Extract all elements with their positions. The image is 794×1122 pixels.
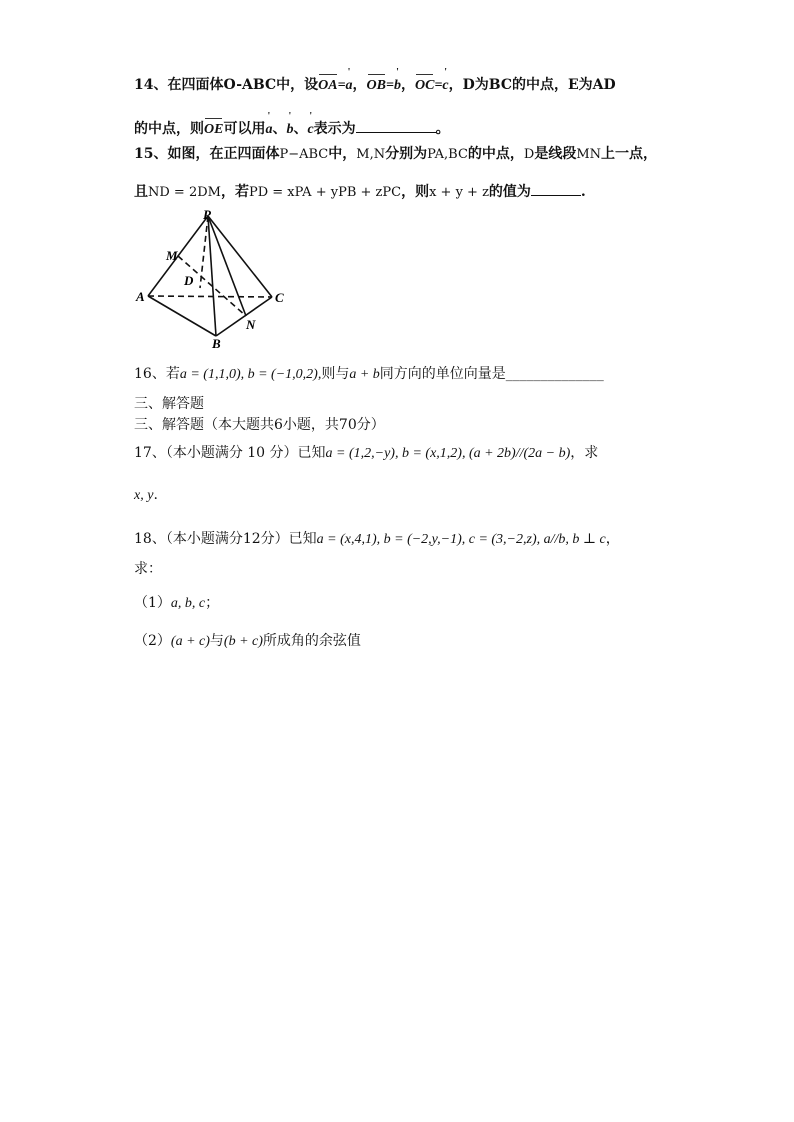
edge-pc xyxy=(208,216,272,297)
vector-oe: OE xyxy=(204,122,224,137)
equals: = xyxy=(434,78,443,93)
vector-equation: PD = xPA + yPB + zPC xyxy=(248,185,402,200)
q16-text: 16、若 xyxy=(134,366,180,382)
label-d: D xyxy=(184,273,194,288)
vector-a: ' a xyxy=(346,79,353,93)
q15-text: 是线段 xyxy=(534,146,577,162)
period: . xyxy=(153,487,158,503)
q16-line xyxy=(134,367,604,382)
semicolon: ； xyxy=(205,595,220,611)
segment-mn: MN xyxy=(576,147,602,162)
segment-pd-hidden xyxy=(200,216,208,288)
q18-part1-vectors: a, b, c xyxy=(170,596,206,611)
q16-text: 则与 xyxy=(321,366,350,382)
q18-sum-bc: (b + c) xyxy=(223,634,263,649)
part-number: （2） xyxy=(134,633,171,649)
q14-text: 的中点，则 xyxy=(134,121,204,137)
q15-text: ，则 xyxy=(401,184,430,200)
period: . xyxy=(580,184,586,200)
q18-condition: a = (x,4,1), b = (−2,y,−1), c = (3,−2,z), a//b, b ⊥ c xyxy=(316,532,606,547)
q18-text: ， xyxy=(605,531,620,547)
q18-sum-ac: (a + c) xyxy=(170,634,210,649)
q18-line1 xyxy=(134,532,620,547)
tetrahedron-label: P−ABC xyxy=(279,147,329,162)
q14-line2 xyxy=(134,120,450,137)
q18-text: 与 xyxy=(209,633,224,649)
q15-text: 中， xyxy=(328,146,357,162)
segments-pa-bc: PA,BC xyxy=(427,147,468,162)
equals: = xyxy=(337,78,346,93)
vector-c: ' c xyxy=(442,79,448,93)
q18-text: 18、（本小题满分12分）已知 xyxy=(134,531,317,547)
q17-line1 xyxy=(134,446,598,461)
q15-text: 上一点， xyxy=(601,146,658,162)
q15-line2 xyxy=(134,183,586,199)
q15-text: ，若 xyxy=(220,184,249,200)
q18-line2: 求： xyxy=(134,561,162,577)
q15-answer-blank[interactable] xyxy=(531,183,581,196)
separator: 、 xyxy=(293,121,308,137)
label-c: C xyxy=(275,290,284,305)
q16-sum: a + b xyxy=(349,367,380,382)
q15-text: 的中点， xyxy=(467,146,524,162)
comma: ， xyxy=(352,77,367,93)
section-heading-1: 三、解答题 xyxy=(134,396,204,412)
edge-bc xyxy=(216,297,272,336)
section-heading-2: 三、解答题（本大题共6小题，共70分） xyxy=(134,417,385,433)
label-p: P xyxy=(203,208,211,222)
part-number: （1） xyxy=(134,595,171,611)
comma: ， xyxy=(400,77,415,93)
vector-a: ' a xyxy=(265,123,272,137)
q17-text: 17、（本小题满分 10 分）已知 xyxy=(134,445,326,461)
q17-text: ，求 xyxy=(570,445,599,461)
q14-text: 可以用 xyxy=(223,121,266,137)
q14-answer-blank[interactable] xyxy=(356,120,436,133)
q17-line2 xyxy=(134,488,158,503)
q16-vectors: a = (1,1,0), b = (−1,0,2), xyxy=(179,367,322,382)
label-n: N xyxy=(246,317,256,332)
ratio-nd-dm: ND = 2DM xyxy=(148,185,221,200)
point-d: D xyxy=(523,147,535,162)
vector-c: ' c xyxy=(307,123,313,137)
label-b: B xyxy=(212,336,221,348)
q18-part1 xyxy=(134,596,219,611)
q15-text: 的值为 xyxy=(488,184,531,200)
edge-ab xyxy=(148,296,216,336)
q14-line1 xyxy=(134,78,616,93)
vector-b: ' b xyxy=(394,79,401,93)
equals: = xyxy=(386,78,394,93)
points-mn: M,N xyxy=(356,147,386,162)
tetrahedron-figure xyxy=(134,208,294,348)
q14-text: 表示为 xyxy=(313,121,356,137)
period: 。 xyxy=(435,121,450,137)
vector-oc: OC xyxy=(414,78,435,93)
q14-text: ，D为BC的中点，E为AD xyxy=(448,77,616,93)
q17-condition: a = (1,2,−y), b = (x,1,2), (a + 2b)//(2a − b) xyxy=(325,446,571,461)
vector-oa: OA xyxy=(318,78,338,93)
q14-text: 14、在四面体O-ABC中，设 xyxy=(134,77,319,93)
label-m: M xyxy=(166,248,178,263)
q16-answer-blank[interactable]: ______________ xyxy=(505,366,604,382)
q18-part2 xyxy=(134,634,361,649)
edge-ac-hidden xyxy=(148,296,272,297)
q17-vars: x, y xyxy=(134,488,154,503)
q16-text: 同方向的单位向量是 xyxy=(379,366,506,382)
q15-text: 且 xyxy=(134,184,148,200)
q15-text: 分别为 xyxy=(385,146,428,162)
sum-xyz: x + y + z xyxy=(429,185,489,200)
q15-text: 15、如图，在正四面体 xyxy=(134,146,280,162)
q18-text: 所成角的余弦值 xyxy=(262,633,361,649)
vector-ob: OB xyxy=(366,78,386,93)
label-a: A xyxy=(136,289,145,304)
q15-line1 xyxy=(134,147,657,161)
vector-b: ' b xyxy=(286,123,293,137)
separator: 、 xyxy=(272,121,287,137)
